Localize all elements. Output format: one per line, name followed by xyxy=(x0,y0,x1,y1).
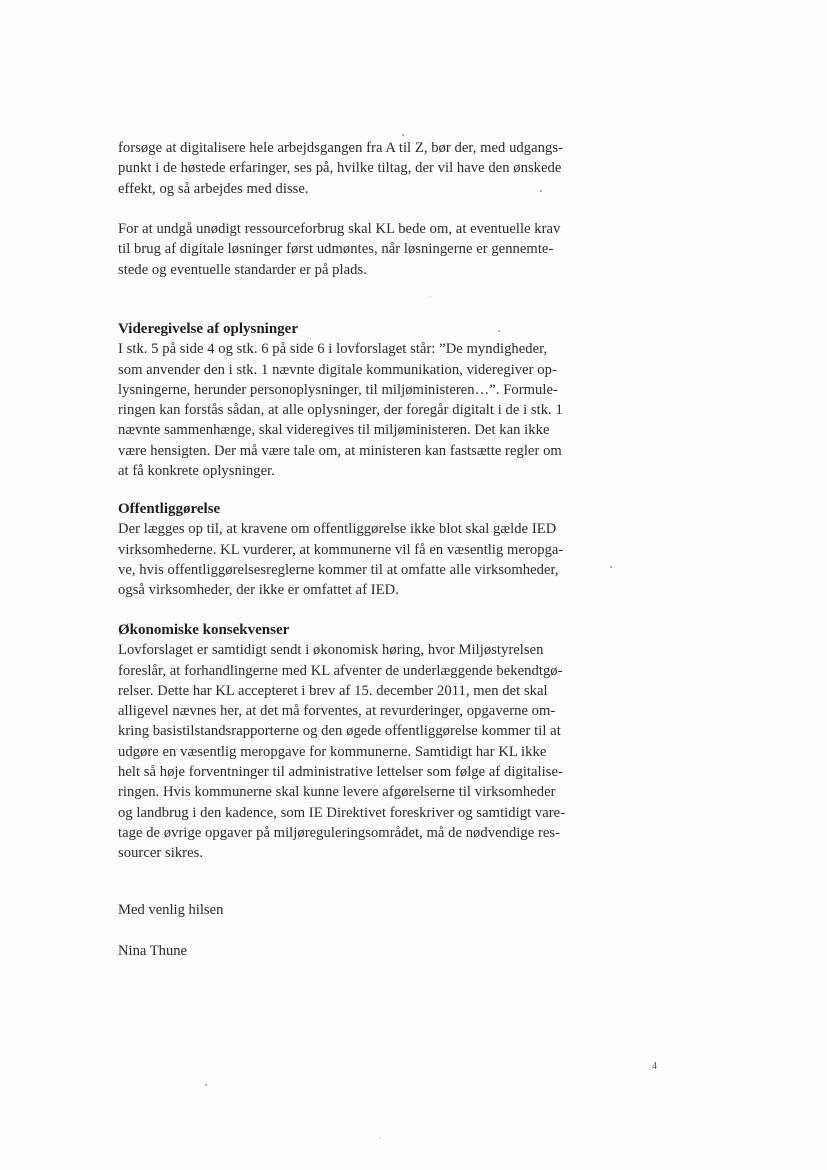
text-line: udgøre en væsentlig meropgave for kommunerne. Samtidigt har KL ikke xyxy=(118,743,547,760)
text-line: relser. Dette har KL accepteret i brev af 15. december 2011, men det skal xyxy=(118,682,548,699)
text-line: lysningerne, herunder personoplysninger, til miljøministeren…”. Formule- xyxy=(118,381,558,398)
scan-speck xyxy=(402,134,404,136)
text-line: punkt i de høstede erfaringer, ses på, hvilke tiltag, der vil have den ønskede xyxy=(118,160,562,177)
text-line: virksomhederne. KL vurderer, at kommunerne vil få en væsentlig meropga- xyxy=(118,541,564,558)
text-line: nævnte sammenhænge, skal videregives til miljøministeren. Det kan ikke xyxy=(118,422,550,439)
section-heading: Videregivelse af oplysninger xyxy=(118,321,298,337)
scan-speck xyxy=(380,1138,381,1139)
text-line: være hensigten. Der må være tale om, at ministeren kan fastsætte regler om xyxy=(118,442,562,459)
text-line: sourcer sikres. xyxy=(118,845,204,862)
text-line: til brug af digitale løsninger først udmøntes, når løsningerne er gennemte- xyxy=(118,241,554,258)
text-line: og landbrug i den kadence, som IE Direktivet foreskriver og samtidigt vare- xyxy=(118,804,566,821)
text-line: ringen. Hvis kommunerne skal kunne levere afgørelserne til virksomheder xyxy=(118,784,556,801)
text-line: ve, hvis offentliggørelsesreglerne kommer til at omfatte alle virksomheder, xyxy=(118,561,559,578)
text-line: alligevel nævnes her, at det må forventes, at revurderinger, opgaverne om- xyxy=(118,703,556,720)
text-line: effekt, og så arbejdes med disse. xyxy=(118,180,309,197)
section-offentliggorelse xyxy=(118,499,618,600)
text-line: helt så høje forventninger til administrative lettelser som følge af digitalise- xyxy=(118,764,563,781)
section-okonomiske-konsekvenser xyxy=(118,620,618,864)
text-line: Der lægges op til, at kravene om offentliggørelse ikke blot skal gælde IED xyxy=(118,521,557,538)
text-line: at få konkrete oplysninger. xyxy=(118,463,275,480)
scan-speck xyxy=(430,296,431,297)
paragraph-digitalisering xyxy=(118,138,618,199)
text-line: Lovforslaget er samtidigt sendt i økonomisk høring, hvor Miljøstyrelsen xyxy=(118,642,544,659)
text-line: forsøge at digitalisere hele arbejdsgangen fra A til Z, bør der, med udgangs- xyxy=(118,140,563,156)
scan-speck xyxy=(205,1084,207,1086)
closing-greeting: Med venlig hilsen xyxy=(118,902,224,918)
signatory-name: Nina Thune xyxy=(118,943,188,959)
text-line: tage de øvrige opgaver på miljøreguleringsområdet, må de nødvendige res- xyxy=(118,824,561,841)
text-line: som anvender den i stk. 1 nævnte digitale kommunikation, videregiver op- xyxy=(118,361,557,378)
section-heading: Offentliggørelse xyxy=(118,501,221,517)
text-line: foreslår, at forhandlingerne med KL afventer de underlæggende bekendtgø- xyxy=(118,662,563,679)
paragraph-ressourceforbrug xyxy=(118,219,618,280)
text-line: også virksomheder, der ikke er omfattet af IED. xyxy=(118,582,399,599)
text-line: stede og eventuelle standarder er på plads. xyxy=(118,261,367,278)
text-line: ringen kan forstås sådan, at alle oplysninger, der foregår digitalt i de i stk. 1 xyxy=(118,402,563,419)
page-number: 4 xyxy=(652,1061,657,1072)
text-line: kring basistilstandsrapporterne og den øgede offentliggørelse kommer til at xyxy=(118,723,561,740)
text-line: For at undgå unødigt ressourceforbrug skal KL bede om, at eventuelle krav xyxy=(118,221,561,237)
text-line: I stk. 5 på side 4 og stk. 6 på side 6 i lovforslaget står: ”De myndigheder, xyxy=(118,341,548,358)
section-videregivelse xyxy=(118,319,618,481)
section-heading: Økonomiske konsekvenser xyxy=(118,622,290,638)
